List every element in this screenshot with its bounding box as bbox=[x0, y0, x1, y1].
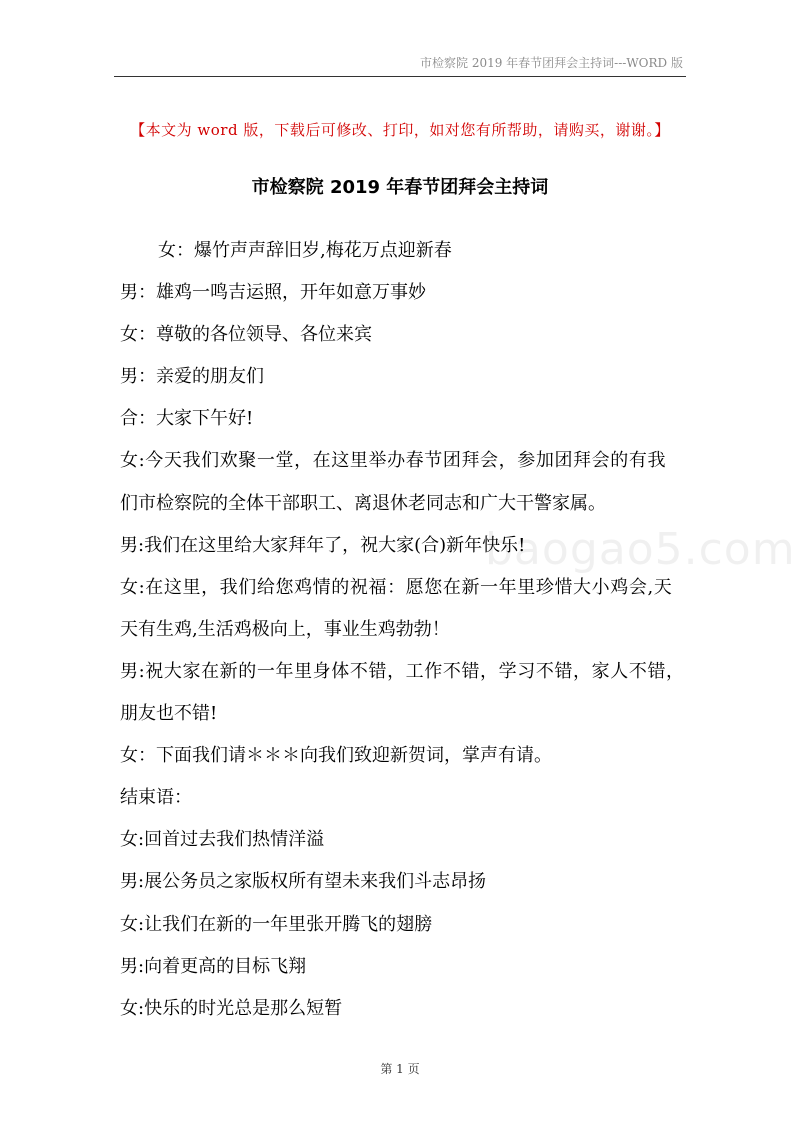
running-header: 市检察院 2019 年春节团拜会主持词---WORD 版 bbox=[420, 56, 683, 70]
body-line: 女:快乐的时光总是那么短暂 bbox=[120, 997, 343, 1019]
page-number: 第 1 页 bbox=[380, 1062, 420, 1076]
body-line: 女:在这里，我们给您鸡情的祝福：愿您在新一年里珍惜大小鸡会,天 bbox=[120, 576, 673, 598]
body-line: 们市检察院的全体干部职工、离退休老同志和广大干警家属。 bbox=[120, 492, 606, 514]
body-line: 女:回首过去我们热情洋溢 bbox=[120, 829, 325, 851]
watermark: baogao5.com bbox=[485, 524, 796, 575]
purchase-notice: 【本文为 word 版，下载后可修改、打印，如对您有所帮助，请购买，谢谢。】 bbox=[130, 121, 670, 139]
body-line: 男:展公务员之家版权所有望未来我们斗志昂扬 bbox=[120, 871, 487, 893]
body-line: 朋友也不错! bbox=[120, 703, 218, 725]
body-line: 男:我们在这里给大家拜年了，祝大家(合)新年快乐! bbox=[120, 534, 526, 556]
body-line: 天有生鸡,生活鸡极向上，事业生鸡勃勃！ bbox=[120, 618, 450, 640]
body-line: 女：爆竹声声辞旧岁,梅花万点迎新春 bbox=[158, 240, 452, 261]
document-title: 市检察院 2019 年春节团拜会主持词 bbox=[251, 177, 549, 198]
body-line: 女：下面我们请＊＊＊向我们致迎新贺词，掌声有请。 bbox=[120, 745, 552, 767]
body-line: 女:让我们在新的一年里张开腾飞的翅膀 bbox=[120, 913, 433, 935]
body-line: 男：雄鸡一鸣吉运照，开年如意万事妙 bbox=[120, 282, 426, 304]
header-divider bbox=[114, 76, 686, 77]
document-body bbox=[120, 236, 690, 1036]
body-line: 女:今天我们欢聚一堂，在这里举办春节团拜会，参加团拜会的有我 bbox=[120, 450, 667, 472]
body-line: 合：大家下午好! bbox=[120, 408, 254, 430]
body-line: 结束语： bbox=[120, 787, 192, 809]
body-line: 女：尊敬的各位领导、各位来宾 bbox=[120, 324, 372, 346]
body-line: 男:祝大家在新的一年里身体不错，工作不错，学习不错，家人不错， bbox=[120, 660, 685, 682]
body-line: 男：亲爱的朋友们 bbox=[120, 366, 264, 388]
body-line: 男:向着更高的目标飞翔 bbox=[120, 955, 307, 977]
